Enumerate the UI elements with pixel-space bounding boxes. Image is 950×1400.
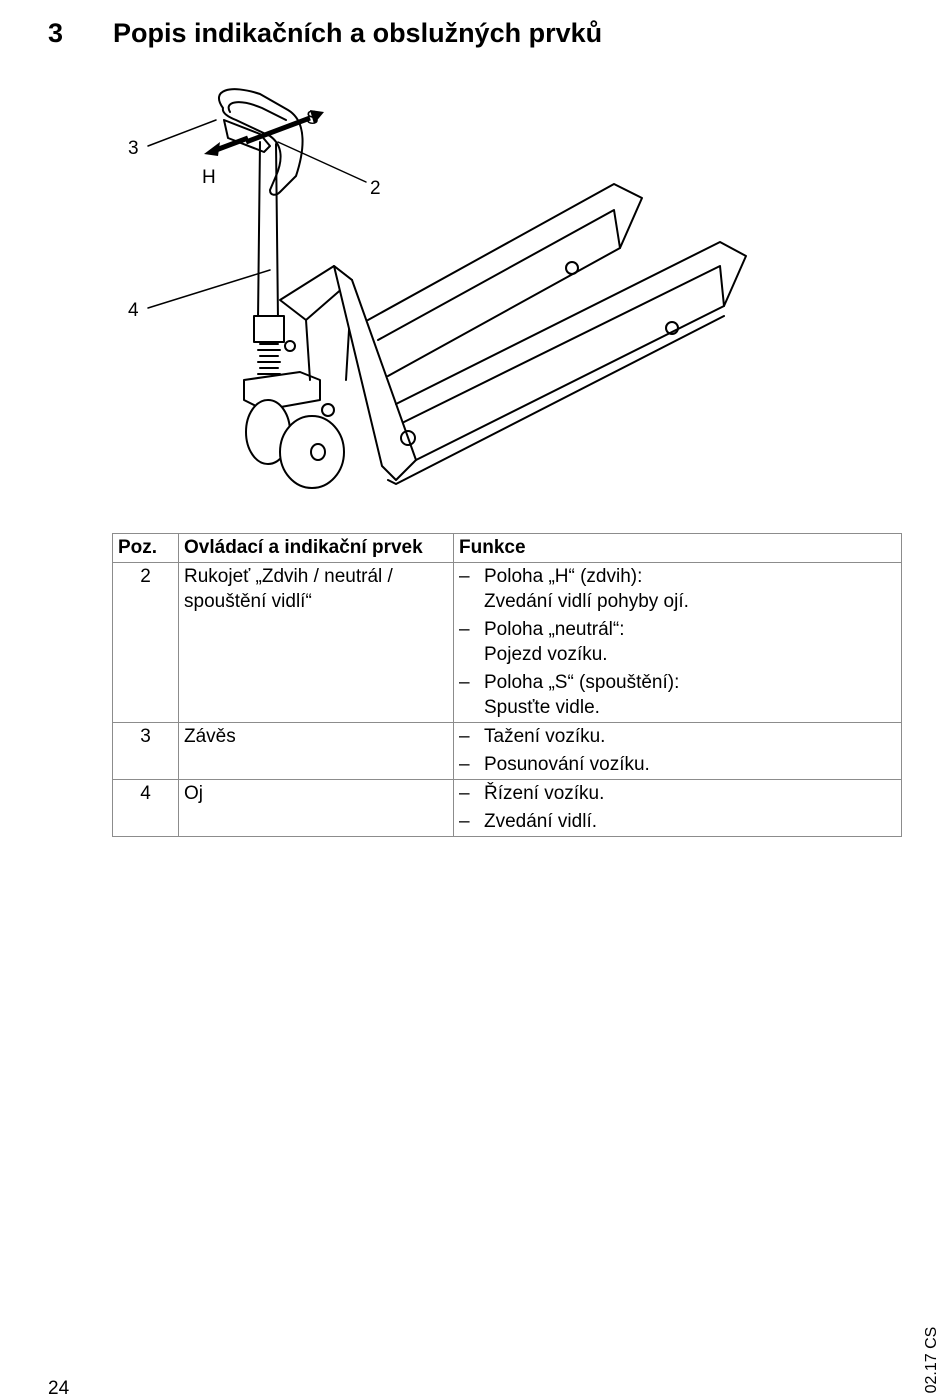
function-line: Tažení vozíku. xyxy=(484,726,606,747)
bullet-dash: – xyxy=(459,811,470,832)
document-code-text: 02.17 CS xyxy=(923,1326,940,1394)
row-item: Oj xyxy=(179,780,454,837)
header-pos: Poz. xyxy=(113,534,179,563)
function-line: Poloha „neutrál“: xyxy=(484,619,625,640)
function-line: Spusťte vidle. xyxy=(484,697,600,718)
page-number: 24 xyxy=(48,1378,70,1399)
arrow-label-h: H xyxy=(202,167,216,188)
document-code xyxy=(922,1326,942,1394)
header-function: Funkce xyxy=(454,534,902,563)
callout-2: 2 xyxy=(370,178,381,199)
row-functions xyxy=(454,723,902,780)
callout-2-leader xyxy=(278,142,366,182)
table-header-row xyxy=(113,534,902,563)
function-item xyxy=(459,781,896,806)
bullet-dash: – xyxy=(459,754,470,775)
section-number: 3 xyxy=(48,18,64,48)
tiller-shaft xyxy=(258,142,278,320)
callout-3-leader xyxy=(148,120,216,146)
section-heading xyxy=(48,16,602,50)
header-item: Ovládací a indikační prvek xyxy=(179,534,454,563)
function-item xyxy=(459,670,896,720)
function-item xyxy=(459,617,896,667)
section-title: Popis indikačních a obslužných prvků xyxy=(113,18,603,48)
bullet-dash: – xyxy=(459,619,470,640)
fork-back-edge xyxy=(378,210,620,340)
callout-3: 3 xyxy=(128,138,139,159)
pallet-truck-illustration xyxy=(120,80,760,500)
function-line: Poloha „S“ (spouštění): xyxy=(484,672,680,693)
function-line: Pojezd vozíku. xyxy=(484,644,608,665)
axle-nut xyxy=(322,404,334,416)
arrow-label-s: S xyxy=(306,108,319,129)
table-row xyxy=(113,780,902,837)
row-pos: 4 xyxy=(113,780,179,837)
row-functions xyxy=(454,780,902,837)
pivot-bolt xyxy=(285,341,295,351)
table-row xyxy=(113,723,902,780)
bullet-dash: – xyxy=(459,566,470,587)
bullet-dash: – xyxy=(459,726,470,747)
table-row xyxy=(113,563,902,723)
function-item xyxy=(459,564,896,614)
row-item: Rukojeť „Zdvih / neutrál / spouštění vidlí“ xyxy=(179,563,454,723)
function-line: Řízení vozíku. xyxy=(484,783,605,804)
fork-bottom-line xyxy=(388,316,724,484)
bullet-dash: – xyxy=(459,783,470,804)
fork-back-roller xyxy=(566,262,578,274)
function-line: Posunování vozíku. xyxy=(484,754,650,775)
bullet-dash: – xyxy=(459,672,470,693)
row-functions xyxy=(454,563,902,723)
function-item xyxy=(459,724,896,749)
fork-back xyxy=(368,184,642,376)
spring-housing xyxy=(254,316,284,342)
function-item xyxy=(459,809,896,834)
controls-table xyxy=(112,533,902,837)
callout-4-leader xyxy=(148,270,270,308)
row-item: Závěs xyxy=(179,723,454,780)
function-item xyxy=(459,752,896,777)
callout-4: 4 xyxy=(128,300,139,321)
function-line: Zvedání vidlí. xyxy=(484,811,597,832)
function-line: Zvedání vidlí pohyby ojí. xyxy=(484,591,689,612)
row-pos: 3 xyxy=(113,723,179,780)
function-line: Poloha „H“ (zdvih): xyxy=(484,566,643,587)
row-pos: 2 xyxy=(113,563,179,723)
pallet-truck-drawing xyxy=(120,80,760,500)
